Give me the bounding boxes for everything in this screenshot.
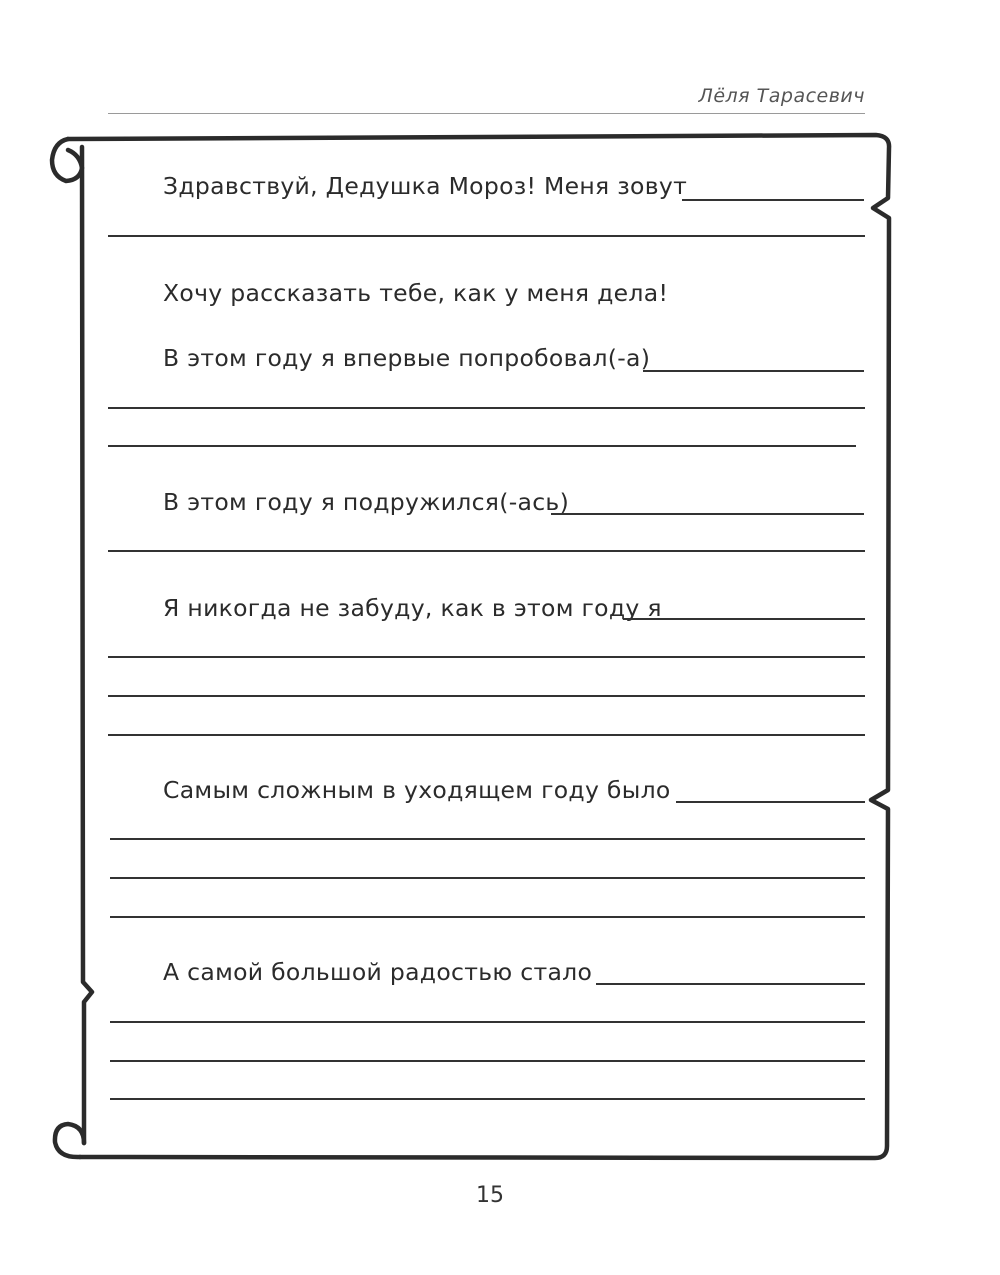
answer-line[interactable]: [108, 407, 865, 409]
answer-line[interactable]: [108, 550, 865, 552]
answer-line[interactable]: [551, 513, 864, 515]
prompt-tried-first: В этом году я впервые попробовал(-а): [163, 344, 651, 372]
answer-line[interactable]: [108, 734, 865, 736]
answer-line[interactable]: [108, 235, 865, 237]
answer-line[interactable]: [676, 801, 865, 803]
answer-line[interactable]: [596, 983, 865, 985]
prompt-greeting: Здравствуй, Дедушка Мороз! Меня зовут: [163, 172, 688, 200]
author-name: Лёля Тарасевич: [698, 85, 865, 107]
answer-line[interactable]: [643, 370, 864, 372]
answer-line[interactable]: [110, 1098, 865, 1100]
prompt-hardest: Самым сложным в уходящем году было: [163, 776, 671, 804]
prompt-biggest-joy: А самой большой радостью стало: [163, 958, 593, 986]
prompt-intro: Хочу рассказать тебе, как у меня дела!: [163, 279, 669, 307]
answer-line[interactable]: [110, 877, 865, 879]
prompt-never-forget: Я никогда не забуду, как в этом году я: [163, 594, 662, 622]
header-rule: [108, 113, 865, 114]
answer-line[interactable]: [110, 1021, 865, 1023]
answer-line[interactable]: [108, 656, 865, 658]
answer-line-name[interactable]: [682, 199, 864, 201]
prompt-made-friends: В этом году я подружился(-ась): [163, 488, 570, 516]
answer-line[interactable]: [110, 1060, 865, 1062]
answer-line[interactable]: [110, 838, 865, 840]
answer-line[interactable]: [108, 695, 865, 697]
answer-line[interactable]: [108, 445, 856, 447]
page-number: 15: [476, 1183, 504, 1208]
answer-line[interactable]: [110, 916, 865, 918]
answer-line[interactable]: [623, 618, 865, 620]
